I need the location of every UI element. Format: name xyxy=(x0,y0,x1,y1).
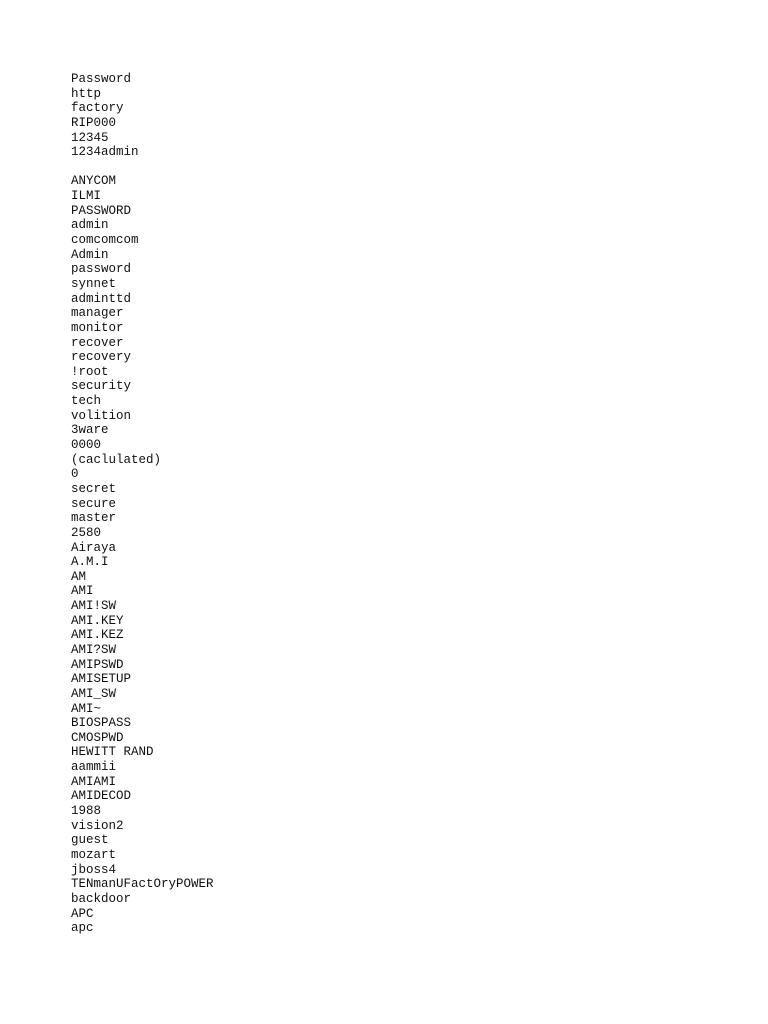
list-item: AMI_SW xyxy=(71,686,117,701)
list-item: jboss4 xyxy=(71,862,117,877)
blank-line xyxy=(71,160,214,175)
list-item: HEWITT RAND xyxy=(71,745,154,760)
list-item: 0 xyxy=(71,467,79,482)
list-item: aammii xyxy=(71,760,117,775)
list-item: 3ware xyxy=(71,423,109,438)
list-item: recovery xyxy=(71,350,132,365)
list-item: monitor xyxy=(71,320,124,335)
list-item: security xyxy=(71,379,132,394)
list-item: AM xyxy=(71,569,87,584)
list-item: 12345 xyxy=(71,130,109,145)
list-item: RIP000 xyxy=(71,115,117,130)
list-item: AMI xyxy=(71,584,94,599)
list-item: AMISETUP xyxy=(71,672,132,687)
list-item: secure xyxy=(71,496,117,511)
list-item: (caclulated) xyxy=(71,452,162,467)
list-item: AMI?SW xyxy=(71,642,117,657)
list-item: TENmanUFactOryPOWER xyxy=(71,877,214,892)
list-item: volition xyxy=(71,408,132,423)
list-item: ANYCOM xyxy=(71,174,117,189)
list-item: factory xyxy=(71,101,124,116)
list-item: APC xyxy=(71,906,94,921)
list-item: A.M.I xyxy=(71,555,109,570)
list-item: adminttd xyxy=(71,291,132,306)
list-item: master xyxy=(71,511,117,526)
list-item: BIOSPASS xyxy=(71,716,132,731)
list-item: tech xyxy=(71,394,102,409)
list-item: secret xyxy=(71,481,117,496)
list-item: AMIDECOD xyxy=(71,789,132,804)
list-item: 0000 xyxy=(71,438,102,453)
list-item: Admin xyxy=(71,247,109,262)
list-item: password xyxy=(71,262,132,277)
list-item: 1234admin xyxy=(71,145,139,160)
list-item: manager xyxy=(71,306,124,321)
password-list xyxy=(71,72,214,936)
list-item: 2580 xyxy=(71,525,102,540)
list-item: vision2 xyxy=(71,818,124,833)
list-item: Airaya xyxy=(71,540,117,555)
list-item: AMI.KEY xyxy=(71,613,124,628)
list-item: !root xyxy=(71,364,109,379)
list-item: http xyxy=(71,86,102,101)
list-item: ILMI xyxy=(71,189,102,204)
list-item: backdoor xyxy=(71,891,132,906)
list-item: PASSWORD xyxy=(71,203,132,218)
list-item: comcomcom xyxy=(71,233,139,248)
list-item: admin xyxy=(71,218,109,233)
list-item: AMI!SW xyxy=(71,599,117,614)
list-item: Password xyxy=(71,72,132,86)
list-item: mozart xyxy=(71,847,117,862)
list-item: 1988 xyxy=(71,804,102,819)
list-item: AMI~ xyxy=(71,701,102,716)
list-item: CMOSPWD xyxy=(71,730,124,745)
list-item: synnet xyxy=(71,276,117,291)
list-item: guest xyxy=(71,833,109,848)
list-item: recover xyxy=(71,335,124,350)
list-item: AMI.KEZ xyxy=(71,628,124,643)
list-item: apc xyxy=(71,921,94,936)
list-item: AMIPSWD xyxy=(71,657,124,672)
list-item: AMIAMI xyxy=(71,774,117,789)
